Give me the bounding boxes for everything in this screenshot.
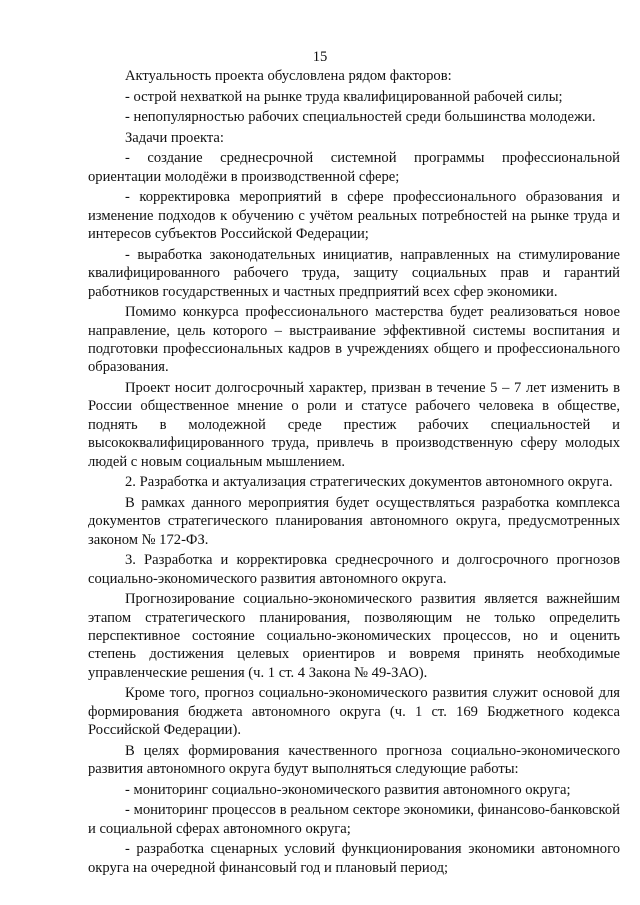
- paragraph: Кроме того, прогноз социально-экономического развития служит основой для формирования бюджета автономного округа (ч. 1 ст. 169 Бюджетного кодекса Российской Федерации).: [88, 685, 620, 739]
- section-heading: 2. Разработка и актуализация стратегических документов автономного округа.: [125, 474, 613, 491]
- list-item: - непопулярностью рабочих специальностей среди большинства молодежи.: [125, 109, 596, 126]
- list-item: - разработка сценарных условий функционирования экономики автономного округа на очередной финансовый год и плановый период;: [88, 841, 620, 876]
- paragraph: Актуальность проекта обусловлена рядом факторов:: [125, 68, 452, 84]
- paragraph: В целях формирования качественного прогноза социально-экономического развития автономного округа будут выполняться следующие работы:: [88, 742, 620, 778]
- list-item: - корректировка мероприятий в сфере профессионального образования и изменение подходов к обучению с учётом реальных потребностей на рынке труда и интересов субъектов Российской Федерации;: [88, 189, 620, 243]
- list-item: - создание среднесрочной системной программы профессиональной ориентации молодёжи в производственной сфере;: [88, 150, 620, 185]
- list-item: - мониторинг процессов в реальном секторе экономики, финансово-банковской и социальной сферах автономного округа;: [88, 802, 620, 837]
- list-item: - выработка законодательных инициатив, направленных на стимулирование квалифицированного рабочего труда, защиту социальных прав и гарантий работников государственных и частных предприятий всех сфер экономики.: [88, 246, 620, 300]
- page-number: 15: [312, 49, 328, 65]
- list-item: - мониторинг социально-экономического развития автономного округа;: [125, 781, 571, 798]
- paragraph: В рамках данного мероприятия будет осуществляться разработка комплекса документов стратегического планирования автономного округа, предусмотренных законом № 172-ФЗ.: [88, 494, 620, 548]
- section-heading: 3. Разработка и корректировка среднесрочного и долгосрочного прогнозов социально-экономического развития автономного округа.: [88, 552, 620, 587]
- document-body: [88, 67, 620, 879]
- paragraph: Проект носит долгосрочный характер, призван в течение 5 – 7 лет изменить в России общественное мнение о роли и статусе рабочего человека в обществе, поднять в молодежной среде престиж рабочих специальностей и высококвалифицированного труда, привлечь в производственную сферу молодых людей с новым социальным мышлением.: [88, 380, 620, 470]
- paragraph: Задачи проекта:: [125, 129, 224, 146]
- paragraph: Помимо конкурса профессионального мастерства будет реализоваться новое направление, цель которого – выстраивание эффективной системы воспитания и подготовки профессиональных кадров в учреждениях общего и профессионального образования.: [88, 304, 620, 376]
- paragraph: Прогнозирование социально-экономического развития является важнейшим этапом стратегического планирования, позволяющим не только определить перспективное состояние социально-экономических процессов, но и оценить степень достижения целевых ориентиров и вовремя принять необходимые управленческие решения (ч. 1 ст. 4 Закона № 49-ЗАО).: [88, 591, 620, 681]
- list-item: - острой нехваткой на рынке труда квалифицированной рабочей силы;: [125, 88, 563, 105]
